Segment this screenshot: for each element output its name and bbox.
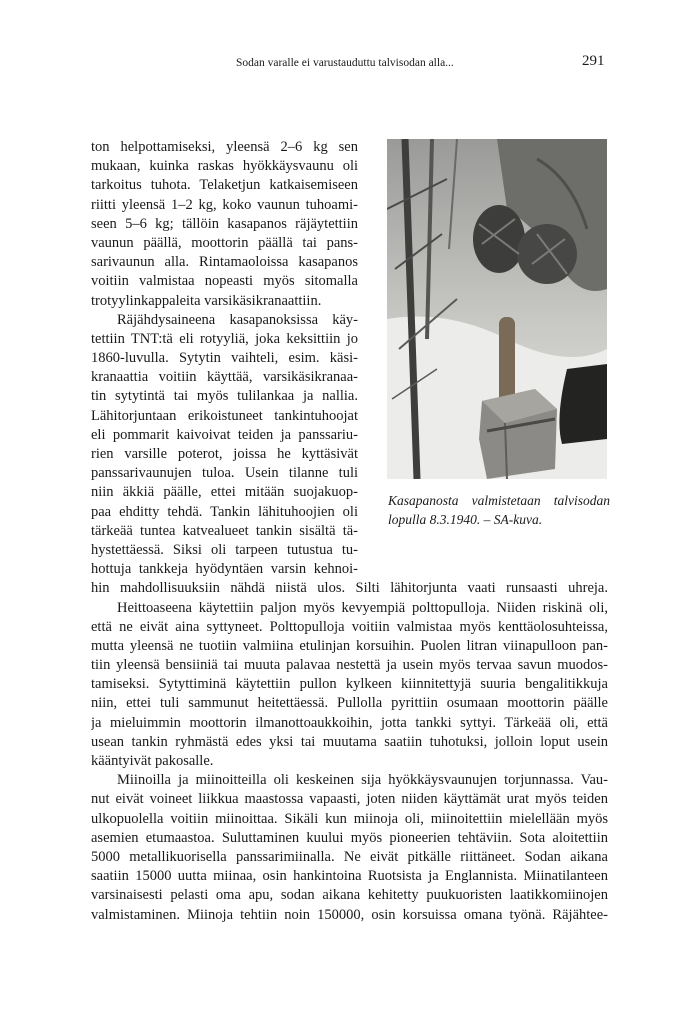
text-line: tiin yleensä bensiiniä tai muuta palavaa nestettä ja usein myös tervaa savun muodos- xyxy=(91,657,608,674)
text-line: Miinoilla ja miinoitteilla oli keskeinen sija hyökkäysvaunujen torjunnassa. Vau- xyxy=(117,772,608,789)
text-line: usean tankin ryhmästä edes yksi tai muutama saatiin tuhotuksi, jolloin loput usein xyxy=(91,733,608,750)
text-line: hystettäessä. Siksi oli tarpeen tutustua tu- xyxy=(91,541,358,558)
text-line: Heittoaseena käytettiin paljon myös kevyempiä polttopulloja. Niiden riskinä oli, xyxy=(117,599,608,616)
text-line: ja mieluimmin moottorin ilmanottoaukkoihin, jotta tankki syttyi. Tärkeää oli, että xyxy=(91,714,608,731)
text-line: voitiin valmistaa nopeasti myös sitomalla xyxy=(91,273,358,290)
text-line: eli pommarit kaivoivat teiden ja panssariu- xyxy=(91,426,358,443)
running-head xyxy=(0,52,700,72)
running-title: Sodan varalle ei varustauduttu talvisodan alla... xyxy=(236,57,454,69)
text-line: hottuja tankkeja hyödyntäen varsin kehnoi- xyxy=(91,561,358,578)
text-line: vaunun päällä, moottorin päällä tai pans- xyxy=(91,234,358,251)
text-line: kääntyivät pakosalle. xyxy=(91,753,214,769)
page-number: 291 xyxy=(582,53,605,69)
text-line: kranaattia voitiin käyttää, varsikäsikranaa- xyxy=(91,369,358,386)
text-line: seen 5–6 kg; tällöin kasapanos räjäytettiin xyxy=(91,215,358,232)
text-line: tarkoitus tuhota. Telaketjun katkaisemiseen xyxy=(91,177,358,194)
text-line: mukaan, kuinka raskas hyökkäysvaunu oli xyxy=(91,158,358,175)
text-line: riitti yleensä 1–2 kg, koko vaunun tuhoami- xyxy=(91,196,358,213)
text-line: 1860-luvulla. Sytytin vaihteli, esim. käsi- xyxy=(91,350,358,367)
caption-line: lopulla 8.3.1940. – SA-kuva. xyxy=(388,512,543,528)
text-line: rien varsille poterot, joissa he kyttäsivät xyxy=(91,446,358,462)
text-line: tettiin TNT:tä eli rotyyliä, joka keksittiin jo xyxy=(91,330,358,347)
text-line: ulkopuolella voitiin miinoittaa. Sikäli kun miinoja oli, miinoitettiin mielellään myös xyxy=(91,810,608,827)
text-line: 5000 metallikuorisella panssarimiinalla. Ne eivät pitkälle riittäneet. Sodan aikana xyxy=(91,848,608,865)
text-line: ton helpottamiseksi, yleensä 2–6 kg sen xyxy=(91,139,358,155)
text-line: panssarivaunujen tuloa. Usein tilanne tuli xyxy=(91,465,358,482)
text-line: tin sytytintä tai myös tulilankaa ja nallia. xyxy=(91,388,358,405)
text-line: että ne eivät aina syttyneet. Polttopulloja voitiin valmistaa myös kenttäolosuhteissa, xyxy=(91,618,608,635)
text-line: tärkeää tuntea katvealueet tankin sisältä tä- xyxy=(91,522,358,539)
text-line: varsinaisesti pelasti oma apu, sodan aikana kehitetty puukuoristen laatikkomiinojen xyxy=(91,887,608,904)
text-line: paa ehditty tehdä. Tankin lähituhoojien oli xyxy=(91,503,358,520)
text-line: asemien etumaastoa. Suluttaminen kuului myös pioneerien tehtäviin. Sota aloitettiin xyxy=(91,829,608,846)
text-line: Lähitorjuntaan erikoistuneet tankintuhoojat xyxy=(91,407,358,424)
text-line: saatiin 15000 uutta miinaa, osin hankintoina Ruotsista ja Englannista. Miinatilanteen xyxy=(91,868,608,885)
body-text xyxy=(91,138,608,925)
text-line: sarivaunun alla. Rintamaoloissa kasapanos xyxy=(91,254,358,271)
text-line: nut eivät voineet liikkua maastossa vapaasti, joten niiden käyttämät urat myös teiden xyxy=(91,791,608,808)
text-line: Räjähdysaineena kasapanoksissa käy- xyxy=(117,311,358,328)
text-line: hin mahdollisuuksiin nähdä niistä ulos. Silti lähitorjunta vaati runsaasti uhreja. xyxy=(91,580,608,597)
text-line: valmistaminen. Miinoja tehtiin noin 150000, osin korsuissa omana työnä. Räjähtee- xyxy=(91,906,608,923)
text-line: trotyylinkappaleita varsikäsikranaattiin. xyxy=(91,292,322,309)
text-line: tamiseksi. Sytyttiminä käytettiin pullon kylkeen kiinnitettyjä suuria bengalitikkuja xyxy=(91,676,608,693)
text-line: niin, ettei tuli sammunut heitettäessä. Pullolla pyrittiin osumaan moottorin päälle xyxy=(91,695,608,712)
text-line: niin äkkiä päälle, ettei mitään suojakuop- xyxy=(91,484,358,501)
text-line: mutta yleensä ne tuotiin valmiina etulinjan korsuihin. Puolen litran viinapulloon pan- xyxy=(91,637,608,654)
caption-line: Kasapanosta valmistetaan talvisodan xyxy=(388,493,610,508)
